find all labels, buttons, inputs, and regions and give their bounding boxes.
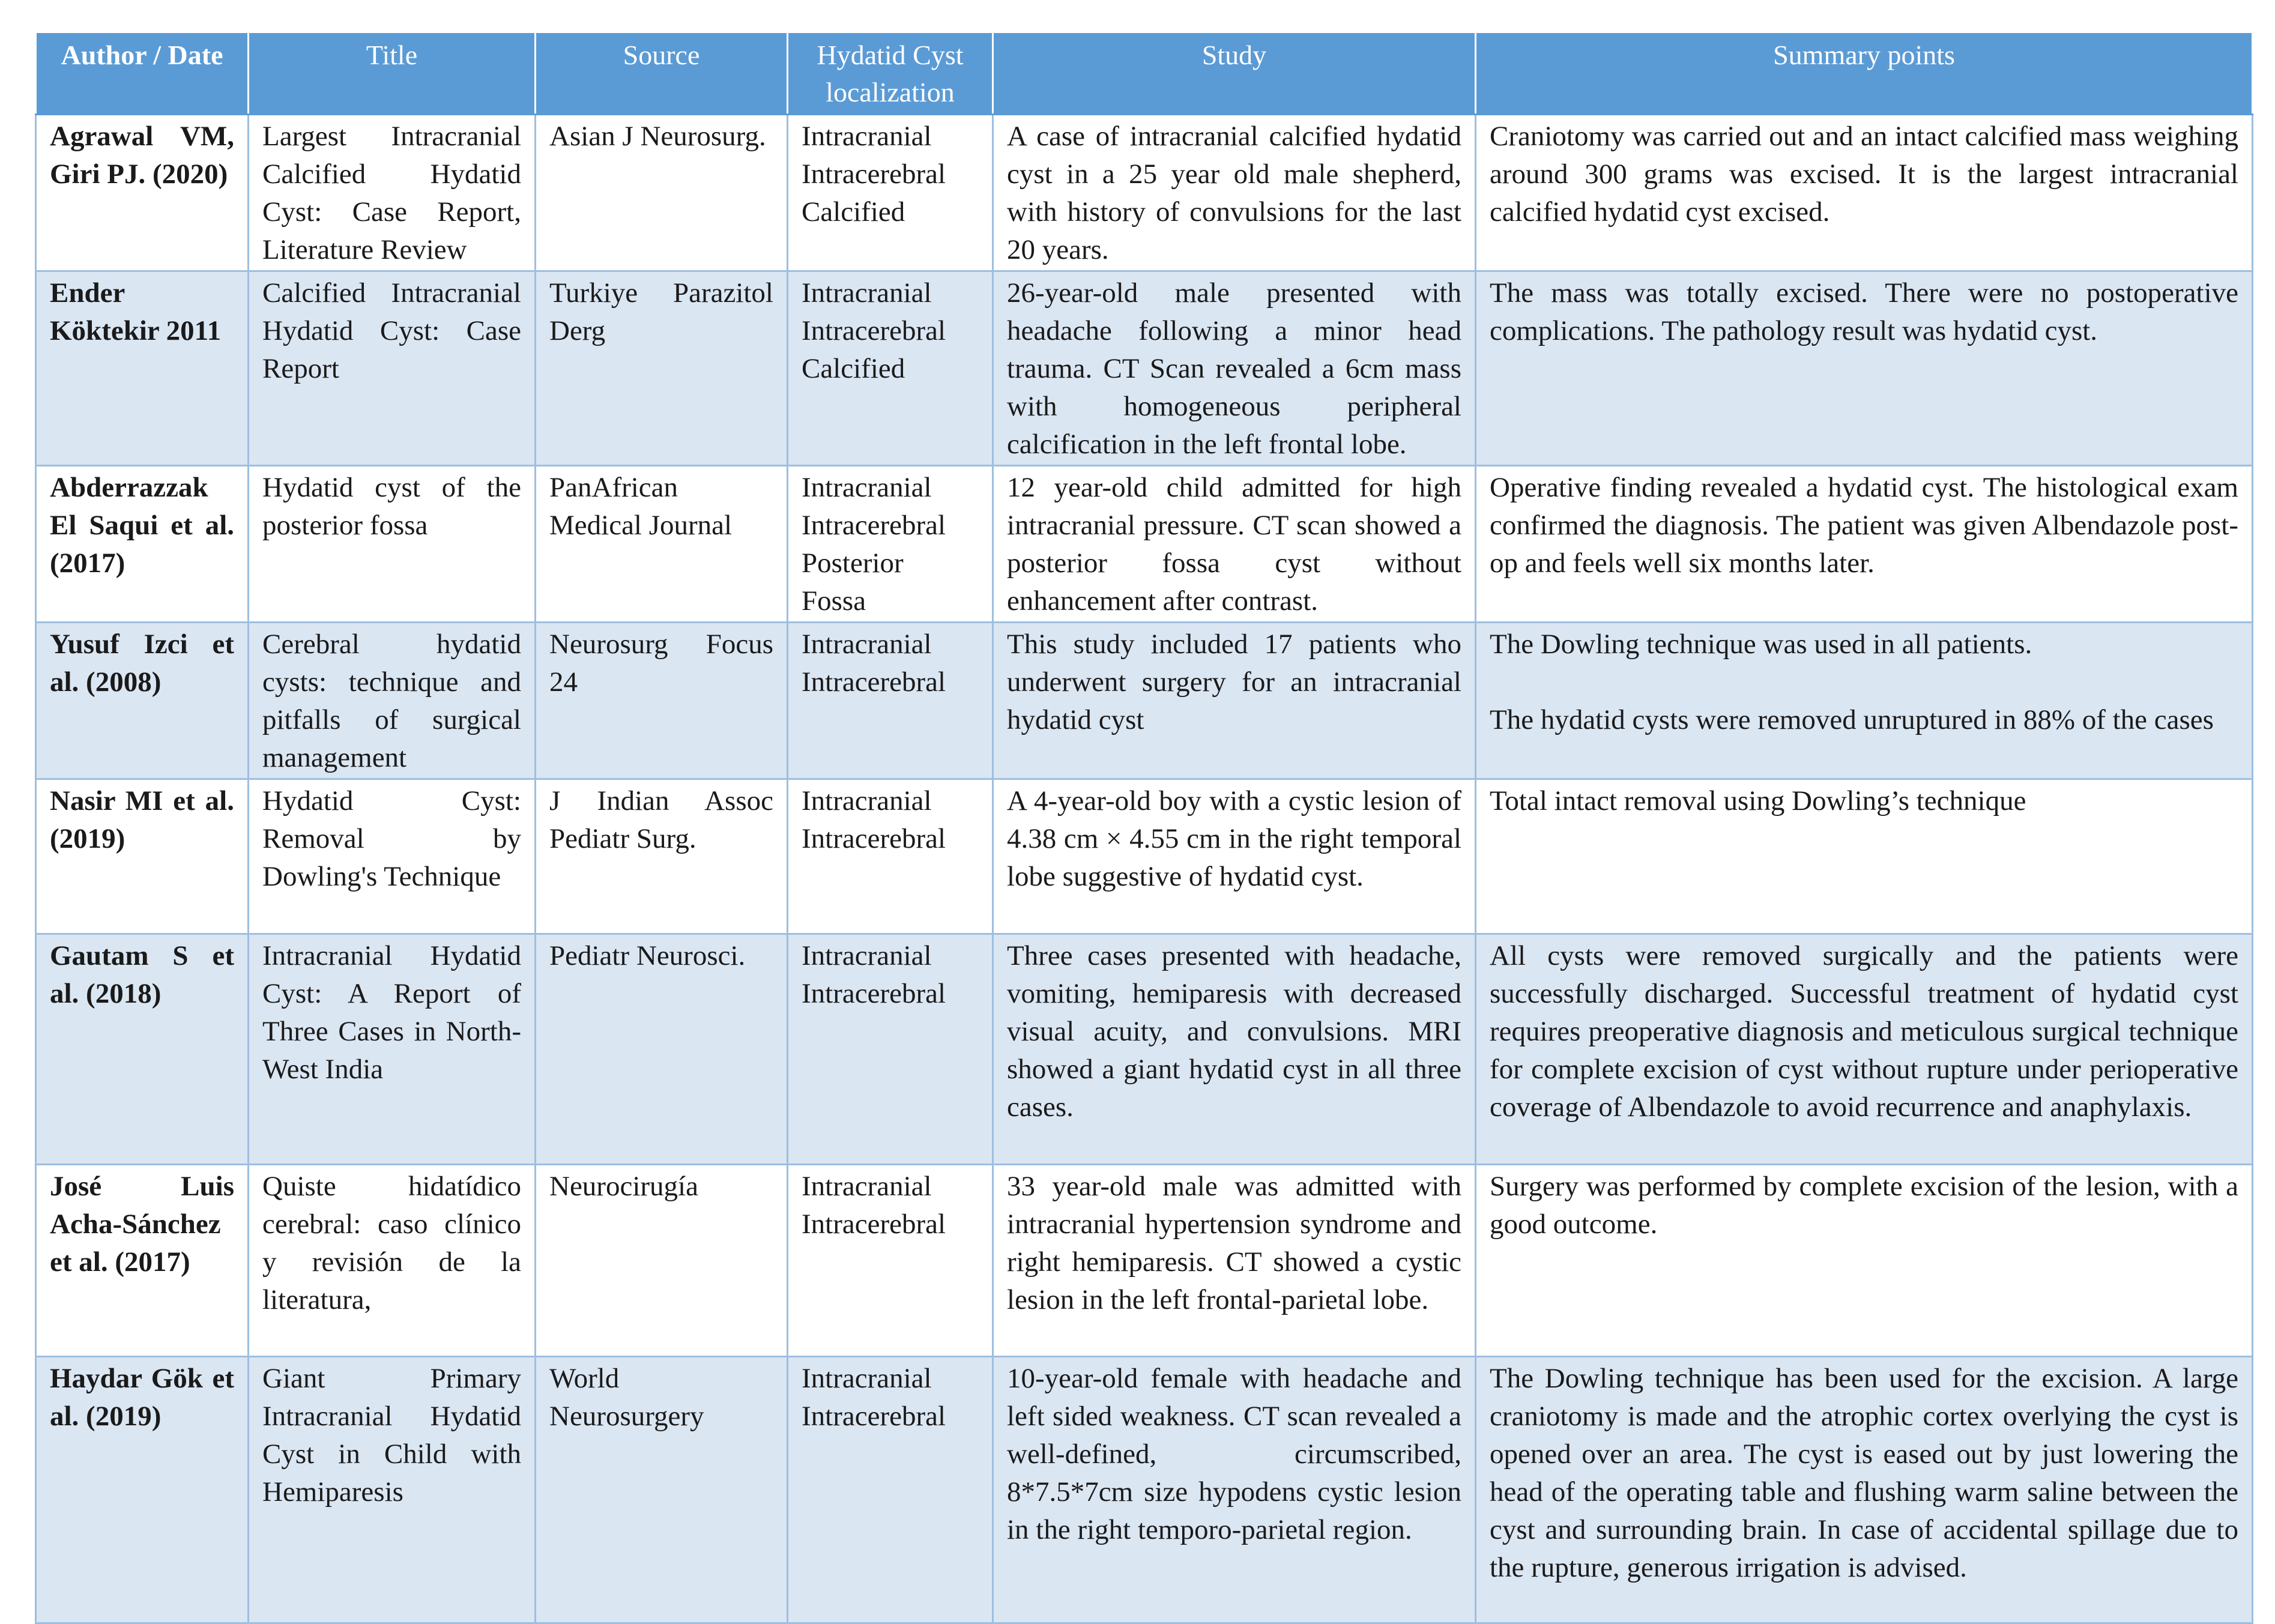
localization-line: Intracerebral — [802, 823, 946, 854]
summary-paragraph: The hydatid cysts were removed unruptured in 88% of the cases — [1490, 704, 2214, 735]
table-row — [36, 115, 2253, 271]
cell-title: Giant Primary Intracranial Hydatid Cyst in Child with Hemiparesis — [249, 1357, 536, 1623]
cell-study: A 4-year-old boy with a cystic lesion of 4.38 cm × 4.55 cm in the right temporal lobe suggestive of hydatid cyst. — [993, 779, 1476, 934]
header-localization — [788, 32, 993, 115]
cell-author: Haydar Gök et al. (2019) — [36, 1357, 249, 1623]
summary-paragraph: The Dowling technique was used in all patients. — [1490, 629, 2032, 660]
header-study: Study — [993, 32, 1476, 115]
localization-line: Intracerebral — [802, 1209, 946, 1240]
cell-source: PanAfrican Medical Journal — [536, 466, 788, 623]
cell-title: Intracranial Hydatid Cyst: A Report of Three Cases in North-West India — [249, 934, 536, 1165]
cell-title: Quiste hidatídico cerebral: caso clínico y revisión de la literatura, — [249, 1165, 536, 1357]
cell-author: Abderrazzak El Saqui et al. (2017) — [36, 466, 249, 623]
cell-localization — [788, 1357, 993, 1623]
cell-localization — [788, 934, 993, 1165]
localization-line: Intracranial — [802, 472, 932, 503]
localization-line: Calcified — [802, 353, 905, 384]
cell-author: Gautam S et al. (2018) — [36, 934, 249, 1165]
cell-localization — [788, 466, 993, 623]
cell-title: Calcified Intracranial Hydatid Cyst: Case Report — [249, 271, 536, 466]
header-row — [36, 32, 2253, 115]
cell-author: Nasir MI et al. (2019) — [36, 779, 249, 934]
summary-paragraph: The Dowling technique has been used for the excision. A large craniotomy is made and the atrophic cortex overlying the cyst is opened over an area. The cyst is eased out by just lowering the head of the operating table and flushing warm saline between the cyst and surrounding brain. In case of accidental spillage due to the rupture, generous irrigation is advised. — [1490, 1363, 2238, 1583]
cell-title: Hydatid cyst of the posterior fossa — [249, 466, 536, 623]
literature-table-container — [35, 31, 2252, 1624]
summary-paragraph: Total intact removal using Dowling’s technique — [1490, 785, 2026, 817]
cell-localization — [788, 623, 993, 779]
summary-paragraph: Craniotomy was carried out and an intact calcified mass weighing around 300 grams was excised. It is the largest intracranial calcified hydatid cyst excised. — [1490, 121, 2238, 228]
cell-source: Neurosurg Focus 24 — [536, 623, 788, 779]
cell-localization — [788, 271, 993, 466]
header-source: Source — [536, 32, 788, 115]
header-title: Title — [249, 32, 536, 115]
localization-line: Intracranial — [802, 940, 932, 971]
summary-paragraph: Operative finding revealed a hydatid cyst. The histological exam confirmed the diagnosis. The patient was given Albendazole post-op and feels well six months later. — [1490, 472, 2238, 579]
localization-line: Calcified — [802, 196, 905, 228]
localization-line: Intracerebral — [802, 666, 946, 698]
cell-author: Ender Köktekir 2011 — [36, 271, 249, 466]
cell-title: Hydatid Cyst: Removal by Dowling's Technique — [249, 779, 536, 934]
cell-summary — [1476, 934, 2253, 1165]
table-row — [36, 623, 2253, 779]
cell-source: World Neurosurgery — [536, 1357, 788, 1623]
cell-summary — [1476, 1357, 2253, 1623]
localization-line: Intracerebral — [802, 315, 946, 346]
cell-source: Turkiye Parazitol Derg — [536, 271, 788, 466]
header-localization-line-2: localization — [826, 77, 955, 107]
localization-line: Fossa — [802, 585, 866, 617]
localization-line: Intracranial — [802, 629, 932, 660]
table-row — [36, 934, 2253, 1165]
cell-study: Three cases presented with headache, vomiting, hemiparesis with decreased visual acuity, and convulsions. MRI showed a giant hydatid cyst in all three cases. — [993, 934, 1476, 1165]
header-author-date: Author / Date — [36, 32, 249, 115]
cell-summary — [1476, 1165, 2253, 1357]
localization-line: Intracranial — [802, 277, 932, 309]
cell-source: Asian J Neurosurg. — [536, 115, 788, 271]
cell-study: 10-year-old female with headache and left sided weakness. CT scan revealed a well-defined, circumscribed, 8*7.5*7cm size hypodens cystic lesion in the right temporo-parietal region. — [993, 1357, 1476, 1623]
localization-line: Intracranial — [802, 1363, 932, 1394]
cell-summary — [1476, 623, 2253, 779]
cell-summary — [1476, 271, 2253, 466]
cell-title: Largest Intracranial Calcified Hydatid Cyst: Case Report, Literature Review — [249, 115, 536, 271]
cell-study: 12 year-old child admitted for high intracranial pressure. CT scan showed a posterior fossa cyst without enhancement after contrast. — [993, 466, 1476, 623]
table-row — [36, 1165, 2253, 1357]
cell-study: 26-year-old male presented with headache following a minor head trauma. CT Scan revealed a 6cm mass with homogeneous peripheral calcification in the left frontal lobe. — [993, 271, 1476, 466]
table-row — [36, 466, 2253, 623]
localization-line: Intracerebral — [802, 510, 946, 541]
summary-paragraph: Surgery was performed by complete excision of the lesion, with a good outcome. — [1490, 1171, 2238, 1240]
localization-line: Intracranial — [802, 785, 932, 817]
paragraph-gap — [1490, 663, 2238, 701]
cell-summary — [1476, 466, 2253, 623]
cell-localization — [788, 1165, 993, 1357]
cell-localization — [788, 115, 993, 271]
literature-review-table — [35, 31, 2253, 1624]
localization-line: Posterior — [802, 548, 904, 579]
cell-title: Cerebral hydatid cysts: technique and pitfalls of surgical management — [249, 623, 536, 779]
cell-study: 33 year-old male was admitted with intracranial hypertension syndrome and right hemiparesis. CT showed a cystic lesion in the left frontal-parietal lobe. — [993, 1165, 1476, 1357]
table-row — [36, 1357, 2253, 1623]
localization-line: Intracerebral — [802, 978, 946, 1009]
cell-source: J Indian Assoc Pediatr Surg. — [536, 779, 788, 934]
cell-author: Yusuf Izci et al. (2008) — [36, 623, 249, 779]
header-localization-line-1: Hydatid Cyst — [817, 40, 964, 70]
table-row — [36, 779, 2253, 934]
cell-study: This study included 17 patients who underwent surgery for an intracranial hydatid cyst — [993, 623, 1476, 779]
summary-paragraph: All cysts were removed surgically and the patients were successfully discharged. Successful treatment of hydatid cyst requires preoperative diagnosis and meticulous surgical technique for complete excision of cyst without rupture under perioperative coverage of Albendazole to avoid recurrence and anaphylaxis. — [1490, 940, 2238, 1123]
cell-source: Pediatr Neurosci. — [536, 934, 788, 1165]
localization-line: Intracranial — [802, 121, 932, 152]
cell-source: Neurocirugía — [536, 1165, 788, 1357]
cell-localization — [788, 779, 993, 934]
localization-line: Intracranial — [802, 1171, 932, 1202]
cell-study: A case of intracranial calcified hydatid cyst in a 25 year old male shepherd, with history of convulsions for the last 20 years. — [993, 115, 1476, 271]
cell-author: Agrawal VM, Giri PJ. (2020) — [36, 115, 249, 271]
cell-summary — [1476, 115, 2253, 271]
header-summary: Summary points — [1476, 32, 2253, 115]
cell-summary — [1476, 779, 2253, 934]
cell-author: José Luis Acha-Sánchez et al. (2017) — [36, 1165, 249, 1357]
localization-line: Intracerebral — [802, 158, 946, 190]
summary-paragraph: The mass was totally excised. There were no postoperative complications. The pathology result was hydatid cyst. — [1490, 277, 2238, 346]
table-row — [36, 271, 2253, 466]
localization-line: Intracerebral — [802, 1401, 946, 1432]
